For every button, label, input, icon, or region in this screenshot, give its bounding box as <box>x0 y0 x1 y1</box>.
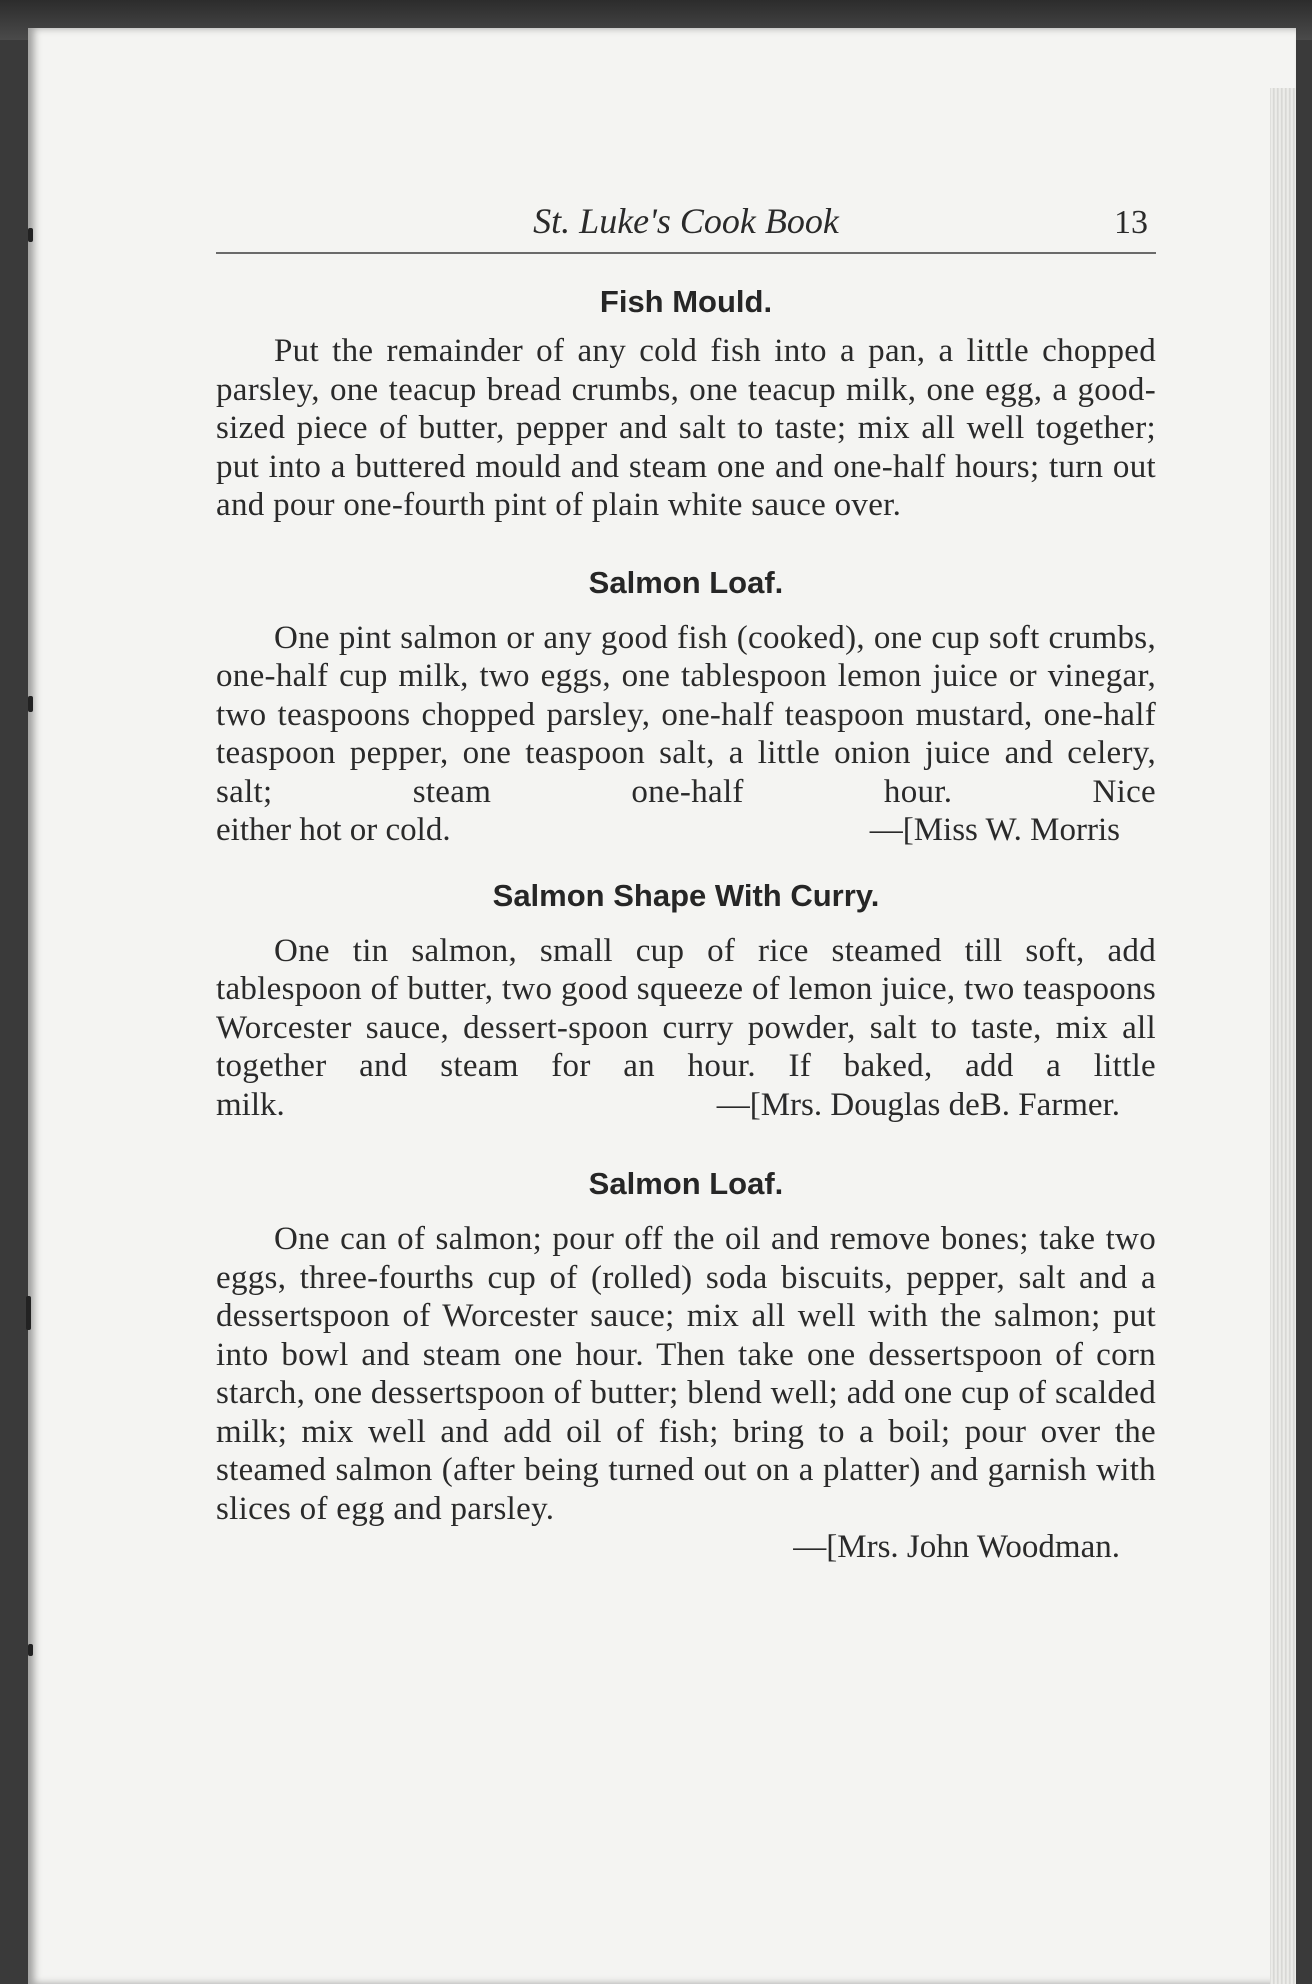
recipe-credit-line <box>216 1086 1156 1125</box>
recipe-body-last-line: either hot or cold. <box>216 812 451 848</box>
recipe-body: One tin salmon, small cup of rice steamed till soft, add tablespoon of butter, two good squeeze of lemon juice, two teaspoons Worcester sauce, dessert-spoon curry powder, salt to taste, mix all together and steam for an hour. If baked, add a little <box>216 932 1156 1084</box>
page-edge <box>1270 88 1296 1984</box>
recipe-credit: —[Mrs. John Woodman. <box>793 1529 1120 1565</box>
binding-mark <box>28 696 33 712</box>
recipe-title: Salmon Shape With Curry. <box>492 877 880 913</box>
recipe-title: Salmon Loaf. <box>588 1166 784 1201</box>
recipe-body: One pint salmon or any good fish (cooked), one cup soft crumbs, one-half cup milk, two eggs, one tablespoon lemon juice or vinegar, two teaspoons chopped parsley, one-half teaspoon mustard, one-half teaspoon pepper, one teaspoon salt, a little onion juice and celery, salt; steam one-half hour. Nice <box>216 619 1156 810</box>
binding-mark <box>26 1296 31 1330</box>
recipe-title: Fish Mould. <box>599 284 773 319</box>
running-title: St. Luke's Cook Book <box>533 201 839 241</box>
recipe-credit: —[Mrs. Douglas deB. Farmer. <box>716 1086 1120 1123</box>
page-number: 13 <box>1114 204 1148 241</box>
binding-mark <box>28 1644 33 1656</box>
recipe-title: Salmon Loaf. <box>588 564 784 600</box>
running-header <box>216 198 1156 254</box>
binding-mark <box>28 228 33 242</box>
recipe-credit: —[Miss W. Morris <box>869 812 1120 848</box>
recipe-credit-line <box>216 811 1156 850</box>
page-content <box>216 198 1156 1566</box>
recipe-body: Put the remainder of any cold fish into a pan, a little chopped parsley, one teacup bread crumbs, one teacup milk, one egg, a good-sized piece of butter, pepper and salt to taste; mix all well together; put into a buttered mould and steam one and one-half hours; turn out and pour one-fourth pint of plain white sauce over. <box>216 333 1156 523</box>
recipe-body-last-line: milk. <box>216 1086 285 1123</box>
book-page <box>28 28 1296 1984</box>
recipe-body: One can of salmon; pour off the oil and remove bones; take two eggs, three-fourths cup of (rolled) soda biscuits, pepper, salt and a dessertspoon of Worcester sauce; mix all well with the salmon; put into bowl and steam one hour. Then take one dessertspoon of corn starch, one dessertspoon of butter; blend well; add one cup of scalded milk; mix well and add oil of fish; bring to a boil; pour over the steamed salmon (after being turned out on a platter) and garnish with slices of egg and parsley. <box>216 1221 1156 1527</box>
